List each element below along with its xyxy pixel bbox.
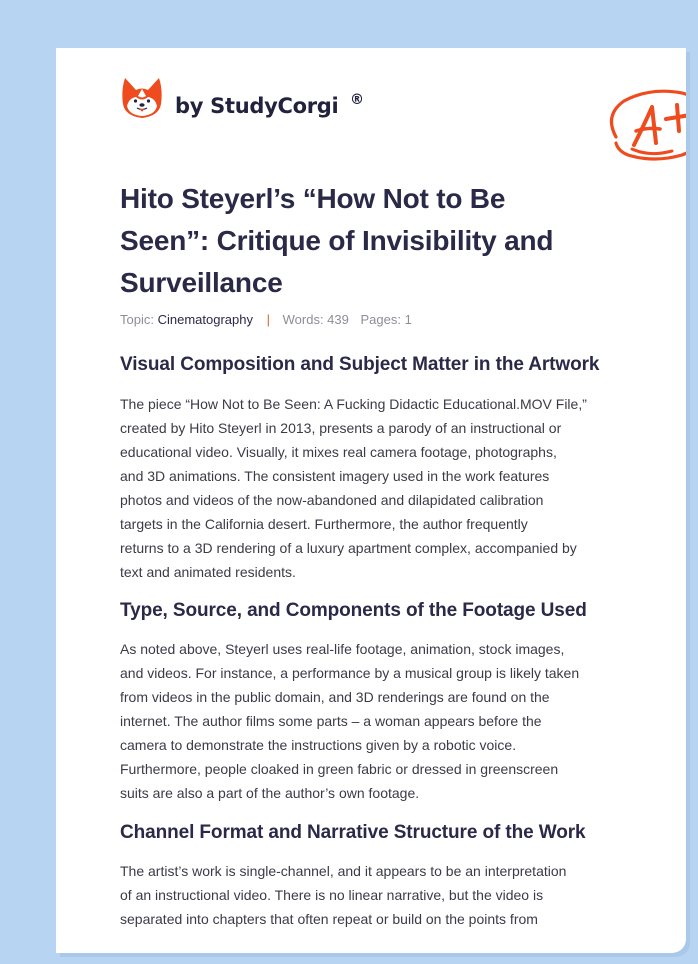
site-header bbox=[120, 74, 650, 154]
section-heading: Type, Source, and Components of the Footage Used bbox=[120, 600, 587, 621]
paragraph-line: returns to a 3D rendering of a luxury apartment complex, accompanied by bbox=[120, 540, 577, 556]
paragraph-line: educational video. Visually, it mixes real camera footage, photographs, bbox=[120, 444, 557, 460]
paragraph-line: separated into chapters that often repeat or build on the points from bbox=[120, 911, 538, 927]
word-count: Words: 439 bbox=[282, 312, 349, 327]
registered-mark: ® bbox=[350, 92, 364, 108]
paragraph-line: text and animated residents. bbox=[120, 564, 296, 580]
paragraph-line: As noted above, Steyerl uses real-life footage, animation, stock images, bbox=[120, 641, 565, 657]
paragraph-line: of an instructional video. There is no linear narrative, but the video is bbox=[120, 887, 544, 903]
paragraph-line: suits are also a part of the author’s own footage. bbox=[120, 785, 420, 801]
paragraph-line: targets in the California desert. Furthermore, the author frequently bbox=[120, 516, 528, 532]
article-meta bbox=[120, 312, 412, 327]
corgi-icon[interactable] bbox=[121, 76, 163, 120]
paragraph-line: from videos in the public domain, and 3D renderings are found on the bbox=[120, 689, 550, 705]
brand-name[interactable]: by StudyCorgi bbox=[175, 94, 339, 118]
section-heading: Channel Format and Narrative Structure of the Work bbox=[120, 822, 586, 843]
topic-link[interactable]: Cinematography bbox=[157, 312, 253, 327]
title-line: Surveillance bbox=[120, 267, 283, 298]
paragraph-line: camera to demonstrate the instructions given by a robotic voice. bbox=[120, 737, 517, 753]
essay-card bbox=[56, 48, 686, 953]
page-count: Pages: 1 bbox=[360, 312, 412, 327]
section-heading: Visual Composition and Subject Matter in the Artwork bbox=[120, 354, 600, 375]
title-line: Seen”: Critique of Invisibility and bbox=[120, 225, 554, 256]
paragraph-line: created by Hito Steyerl in 2013, presents a parody of an instructional or bbox=[120, 420, 562, 436]
meta-separator: | bbox=[266, 312, 270, 327]
paragraph-line: internet. The author films some parts – a woman appears before the bbox=[120, 713, 542, 729]
paragraph-line: photos and videos of the now-abandoned and dilapidated calibration bbox=[120, 492, 544, 508]
paragraph-line: The piece “How Not to Be Seen: A Fucking Didactic Educational.MOV File,” bbox=[120, 396, 587, 412]
section-paragraph bbox=[120, 392, 636, 584]
paragraph-line: Furthermore, people cloaked in green fabric or dressed in greenscreen bbox=[120, 761, 559, 777]
title-line: Hito Steyerl’s “How Not to Be bbox=[120, 183, 506, 214]
page-title bbox=[120, 178, 620, 304]
paragraph-line: The artist’s work is single-channel, and it appears to be an interpretation bbox=[120, 863, 567, 879]
paragraph-line: and videos. For instance, a performance by a musical group is likely taken bbox=[120, 665, 580, 681]
section-paragraph bbox=[120, 637, 636, 805]
section-paragraph bbox=[120, 859, 636, 931]
topic-label: Topic: bbox=[120, 312, 154, 327]
paragraph-line: and 3D animations. The consistent imagery used in the work features bbox=[120, 468, 550, 484]
a-plus-grade-icon bbox=[602, 85, 686, 165]
